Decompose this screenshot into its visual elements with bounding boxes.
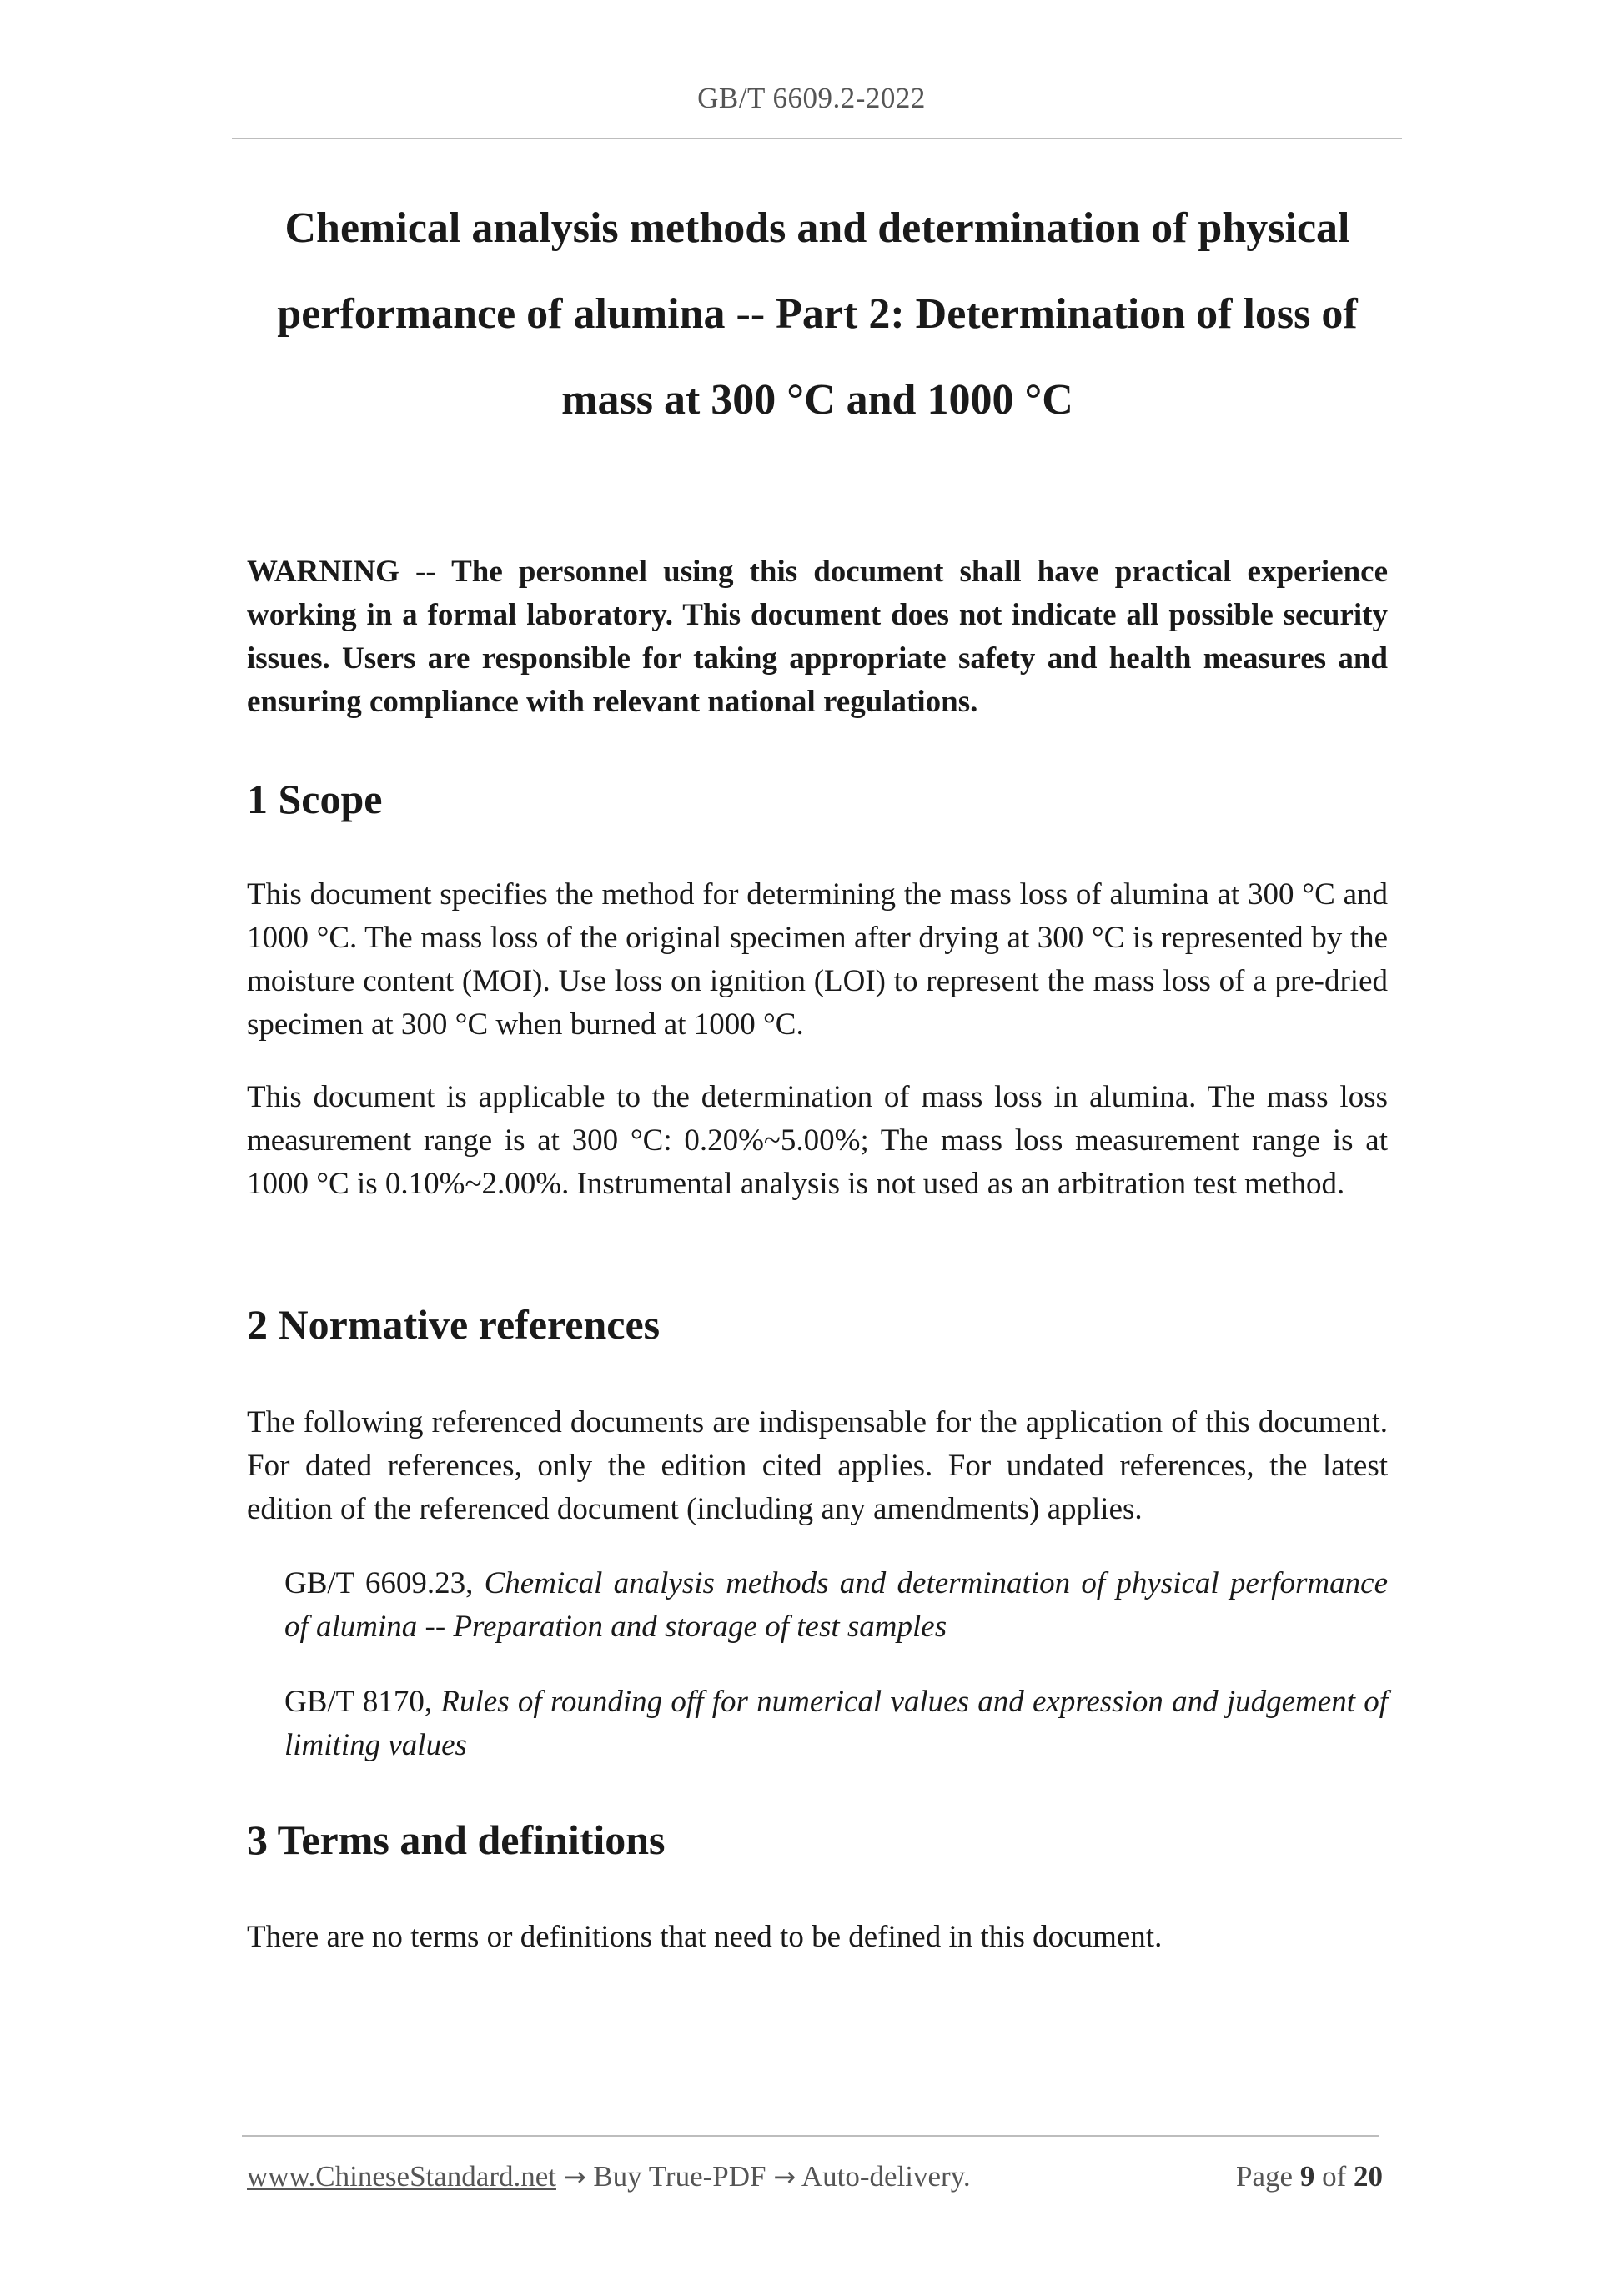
section-heading-scope: 1 Scope	[247, 776, 383, 822]
footer-divider	[242, 2135, 1379, 2137]
arrow-right-icon: →	[773, 2161, 796, 2193]
section-heading-normative-references: 2 Normative references	[247, 1301, 661, 1348]
document-title: Chemical analysis methods and determination of physical performance of alumina -- Part 2: Determination of loss of mass at 300 °C and 1000 °C	[277, 204, 1358, 424]
current-page-number: 9	[1299, 2160, 1315, 2193]
buy-true-pdf-text: Buy True-PDF	[593, 2160, 766, 2193]
reference-code: GB/T 6609.23,	[284, 1566, 474, 1600]
reference-code: GB/T 8170,	[284, 1685, 433, 1719]
auto-delivery-text: Auto-delivery.	[801, 2160, 971, 2193]
terms-paragraph: There are no terms or definitions that need to be defined in this document.	[247, 1920, 1163, 1954]
scope-paragraph-1: This document specifies the method for determining the mass loss of alumina at 300 °C and 1000 °C. The mass loss of the original specimen after drying at 300 °C is represented by the moisture content (MOI). Use loss on ignition (LOI) to represent the mass loss of a pre-dried specimen at 300 °C when burned at 1000 °C.	[247, 877, 1388, 1042]
total-pages-number: 20	[1354, 2160, 1383, 2193]
of-label: of	[1322, 2160, 1347, 2193]
header-divider	[232, 138, 1402, 139]
normative-intro-paragraph: The following referenced documents are indispensable for the application of this document. For dated references, only the edition cited applies. For undated references, the latest edition of the referenced document (including any amendments) applies.	[247, 1405, 1388, 1526]
reference-item	[284, 1562, 1388, 1649]
scope-paragraph-2: This document is applicable to the determination of mass loss in alumina. The mass loss measurement range is at 300 °C: 0.20%~5.00%; The mass loss measurement range is at 1000 °C is 0.10%~2.00%. Instrumental analysis is not used as an arbitration test method.	[247, 1080, 1388, 1201]
page-indicator	[1236, 2160, 1383, 2193]
warning-paragraph: WARNING -- The personnel using this document shall have practical experience working in a formal laboratory. This document does not indicate all possible security issues. Users are responsible for taking appropriate safety and health measures and ensuring compliance with relevant national regulations.	[247, 555, 1388, 719]
website-link[interactable]: www.ChineseStandard.net	[247, 2160, 556, 2193]
page-label: Page	[1236, 2160, 1294, 2193]
arrow-right-icon: →	[563, 2161, 586, 2193]
reference-title: Rules of rounding off for numerical values and expression and judgement of limiting values	[284, 1685, 1389, 1762]
reference-title: Chemical analysis methods and determination of physical performance of alumina -- Preparation and storage of test samples	[284, 1566, 1388, 1644]
section-heading-terms-definitions: 3 Terms and definitions	[247, 1816, 666, 1863]
reference-item	[284, 1681, 1388, 1767]
footer-left	[247, 2160, 971, 2193]
header-doc-number: GB/T 6609.2-2022	[697, 82, 926, 114]
